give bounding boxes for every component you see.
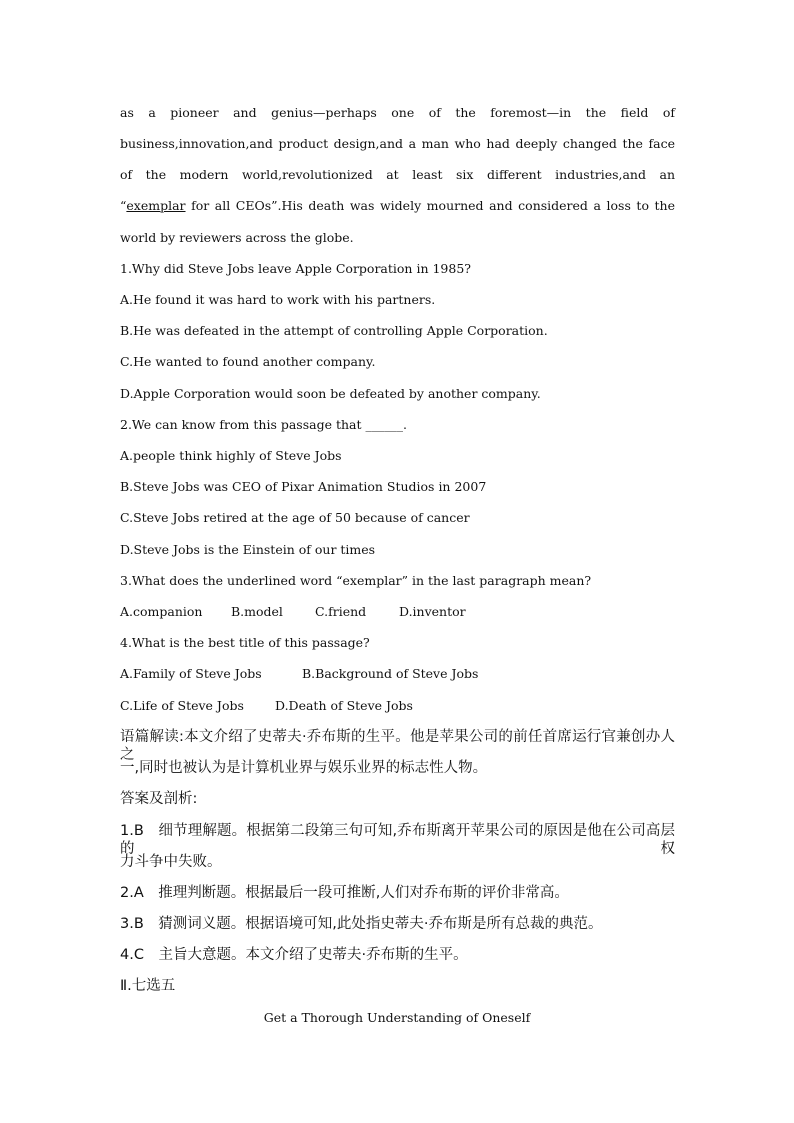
passage-line-3: of the modern world,revolutionized at least six different industries,and an: [120, 167, 675, 182]
question-4-stem: 4.What is the best title of this passage?: [120, 635, 370, 650]
question-3-option-b: B.model: [231, 604, 283, 619]
open-quote: “: [120, 198, 127, 213]
underlined-word-exemplar: exemplar: [126, 198, 186, 213]
passage-line-2: business,innovation,and product design,and a man who had deeply changed the face: [120, 136, 675, 151]
answer-2: 2.A 推理判断题。根据最后一段可推断,人们对乔布斯的评价非常高。: [120, 885, 569, 901]
question-1-option-b: B.He was defeated in the attempt of controlling Apple Corporation.: [120, 323, 548, 338]
question-3-options: [120, 604, 675, 620]
answer-1-line-1: 1.B 细节理解题。根据第二段第三句可知,乔布斯离开苹果公司的原因是他在公司高层的权: [120, 823, 675, 857]
question-4-option-d: D.Death of Steve Jobs: [275, 698, 413, 713]
question-3-stem: 3.What does the underlined word “exemplar” in the last paragraph mean?: [120, 573, 592, 588]
question-4-options-ab: [120, 666, 675, 682]
section-title: Get a Thorough Understanding of Oneself: [263, 1010, 531, 1025]
question-1-option-c: C.He wanted to found another company.: [120, 354, 376, 369]
question-4-option-c: C.Life of Steve Jobs: [120, 698, 244, 713]
question-2-stem: 2.We can know from this passage that ______.: [120, 417, 407, 432]
analysis-intro-line-2: 一,同时也被认为是计算机业界与娱乐业界的标志性人物。: [120, 760, 488, 776]
question-3-option-c: C.friend: [315, 604, 367, 619]
question-4-option-b: B.Background of Steve Jobs: [302, 666, 479, 681]
passage-line-1: as a pioneer and genius—perhaps one of the foremost—in the field of: [120, 105, 675, 120]
question-4-options-cd: [120, 698, 675, 714]
question-3-option-a: A.companion: [120, 604, 203, 619]
question-2-option-a: A.people think highly of Steve Jobs: [120, 448, 342, 463]
answer-4: 4.C 主旨大意题。本文介绍了史蒂夫·乔布斯的生平。: [120, 947, 468, 963]
passage-line-4: [120, 198, 675, 214]
analysis-heading: 答案及剖析:: [120, 791, 198, 807]
question-2-option-d: D.Steve Jobs is the Einstein of our times: [120, 542, 376, 557]
passage-line-5: world by reviewers across the globe.: [120, 230, 354, 245]
question-3-option-d: D.inventor: [399, 604, 466, 619]
analysis-intro-line-1: 语篇解读:本文介绍了史蒂夫·乔布斯的生平。他是苹果公司的前任首席运行官兼创办人之: [120, 729, 675, 763]
question-2-option-c: C.Steve Jobs retired at the age of 50 because of cancer: [120, 510, 470, 525]
question-1-option-a: A.He found it was hard to work with his partners.: [120, 292, 436, 307]
answer-1-line-2: 力斗争中失败。: [120, 854, 222, 870]
question-1-option-d: D.Apple Corporation would soon be defeated by another company.: [120, 386, 541, 401]
question-1-stem: 1.Why did Steve Jobs leave Apple Corporation in 1985?: [120, 261, 471, 276]
question-2-option-b: B.Steve Jobs was CEO of Pixar Animation Studios in 2007: [120, 479, 487, 494]
section-heading: Ⅱ.七选五: [120, 978, 176, 994]
answer-3: 3.B 猜测词义题。根据语境可知,此处指史蒂夫·乔布斯是所有总裁的典范。: [120, 916, 603, 932]
passage-line-4-rest: for all CEOs”.His death was widely mourned and considered a loss to the: [185, 198, 675, 213]
question-4-option-a: A.Family of Steve Jobs: [120, 666, 262, 681]
